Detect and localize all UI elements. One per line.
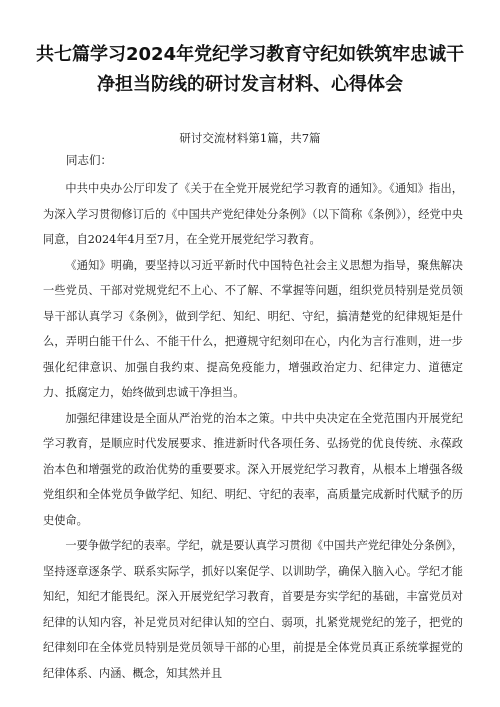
paragraph: 一要争做学纪的表率。学纪，就是要认真学习贯彻《中国共产党纪律处分条例》，坚持逐章逐条学、联系实际学，抓好以案促学、以训助学，确保入脑入心。学纪才能知纪，知纪才能畏纪。深入开展党纪学习教育，首要是夯实学纪的基础，丰富党员对纪律的认知内容，补足党员对纪律认知的空白、弱项，扎紧党规党纪的笼子，把党的纪律刻印在全体党员特别是党员领导干部的心里，前提是全体党员真正系统掌握党的纪律体系、内涵、概念，知其然并且 <box>43 539 463 680</box>
title-line-2: 净担当防线的研讨发言材料、心得体会 <box>97 74 403 95</box>
paragraph: 加强纪律建设是全面从严治党的治本之策。中共中央决定在全党范围内开展党纪学习教育，是顺应时代发展要求、推进新时代各项任务、弘扬党的优良传统、永葆政治本色和增强党的政治优势的重要要求。深入开展党纪学习教育，从根本上增强各级党组织和全体党员争做学纪、知纪、明纪、守纪的表率，高质量完成新时代赋予的历史使命。 <box>43 411 463 527</box>
paragraph: 《通知》明确，要坚持以习近平新时代中国特色社会主义思想为指导，聚焦解决一些党员、干部对党规党纪不上心、不了解、不掌握等问题，组织党员特别是党员领导干部认真学习《条例》，做到学纪、知纪、明纪、守纪，搞清楚党的纪律规矩是什么，弄明白能干什么、不能干什么，把遵规守纪刻印在心，内化为言行准则，进一步强化纪律意识、加强自我约束、提高免疫能力，增强政治定力、纪律定力、道德定力、抵腐定力，始终做到忠诚干净担当。 <box>43 258 463 399</box>
document-body <box>43 176 463 686</box>
paragraph: 中共中央办公厅印发了《关于在全党开展党纪学习教育的通知》。《通知》指出，为深入学习贯彻修订后的《中国共产党纪律处分条例》（以下简称《条例》），经党中央同意，自2024年4月至7月，在全党开展党纪学习教育。 <box>43 182 463 246</box>
title-line-1: 共七篇学习2024年党纪学习教育守纪如铁筑牢忠诚干 <box>36 44 465 65</box>
document-subtitle: 研讨交流材料第1篇，共7篇 <box>179 131 321 145</box>
document-title <box>36 40 464 100</box>
greeting: 同志们： <box>66 153 112 167</box>
